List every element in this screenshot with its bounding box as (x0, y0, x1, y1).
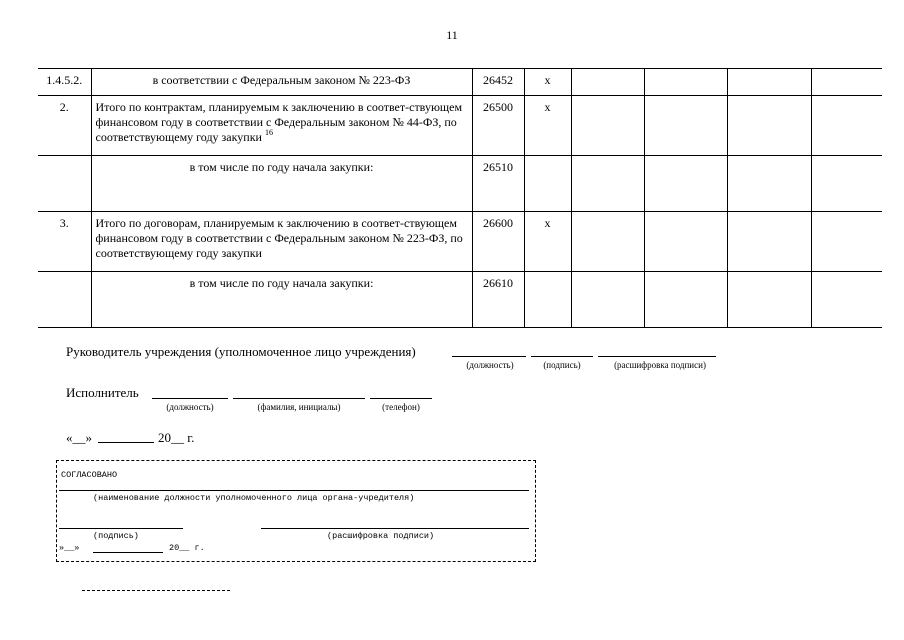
row-code: 26600 (472, 212, 524, 272)
row-mark (524, 272, 571, 328)
row-description (91, 96, 472, 156)
value-cell[interactable] (644, 69, 727, 96)
date-year: 20__ г. (158, 430, 195, 445)
value-cell[interactable] (727, 69, 811, 96)
head-label: Руководитель учреждения (уполномоченное лицо учреждения) (66, 344, 416, 359)
row-number (38, 156, 91, 212)
approval-box (56, 460, 536, 562)
head-caption-position: (должность) (466, 360, 514, 370)
value-cell[interactable] (727, 96, 811, 156)
executor-caption-name: (фамилия, инициалы) (257, 402, 341, 412)
value-cell[interactable] (644, 212, 727, 272)
row-number: 2. (38, 96, 91, 156)
table-row (38, 156, 882, 212)
value-cell[interactable] (571, 96, 644, 156)
row-description-text: в том числе по году начала закупки: (189, 276, 374, 290)
value-cell[interactable] (811, 96, 882, 156)
table-row (38, 69, 882, 96)
row-description-text: Итого по договорам, планируемым к заключению в соответ-ствующем финансовом году в соответствии с Федеральным законом № 223-ФЗ, по соответствующему году закупки (95, 216, 463, 260)
row-description (91, 156, 472, 212)
row-mark: х (524, 69, 571, 96)
executor-caption-phone: (телефон) (382, 402, 420, 412)
approval-signature-field[interactable] (59, 528, 183, 529)
row-mark (524, 156, 571, 212)
row-description-text: Итого по контрактам, планируемым к заключению в соответ-ствующем финансовом году в соответствии с Федеральным законом № 44-ФЗ, по соответствующему году закупки (95, 100, 463, 144)
approval-title: СОГЛАСОВАНО (61, 470, 118, 480)
value-cell[interactable] (644, 272, 727, 328)
approval-org-caption: (наименование должности уполномоченного лица органа-учредителя) (93, 493, 415, 503)
head-decode-field[interactable] (598, 356, 716, 357)
executor-position-field[interactable] (152, 398, 228, 399)
head-caption-decode: (расшифровка подписи) (614, 360, 706, 370)
head-signature-field[interactable] (531, 356, 593, 357)
value-cell[interactable] (727, 212, 811, 272)
row-mark: х (524, 212, 571, 272)
value-cell[interactable] (727, 272, 811, 328)
table-row (38, 212, 882, 272)
head-position-field[interactable] (452, 356, 526, 357)
limits-table (38, 68, 882, 328)
executor-line (66, 385, 139, 401)
value-cell[interactable] (644, 96, 727, 156)
date-month-field[interactable] (98, 442, 154, 443)
footnote-ref[interactable]: 16 (264, 128, 273, 137)
value-cell[interactable] (571, 156, 644, 212)
head-caption-signature: (подпись) (543, 360, 581, 370)
row-mark: х (524, 96, 571, 156)
value-cell[interactable] (727, 156, 811, 212)
page-number: 11 (446, 28, 458, 42)
approval-decode-field[interactable] (261, 528, 529, 529)
value-cell[interactable] (811, 212, 882, 272)
approval-org-field[interactable] (59, 490, 529, 491)
value-cell[interactable] (571, 212, 644, 272)
row-code: 26452 (472, 69, 524, 96)
table-row (38, 272, 882, 328)
approval-date-month-field[interactable] (93, 552, 163, 553)
row-description-text: в том числе по году начала закупки: (189, 160, 374, 174)
value-cell[interactable] (811, 69, 882, 96)
footnote-separator (82, 590, 230, 591)
row-description (91, 69, 472, 96)
row-code: 26610 (472, 272, 524, 328)
executor-caption-position: (должность) (166, 402, 214, 412)
row-number (38, 272, 91, 328)
row-description (91, 212, 472, 272)
executor-label: Исполнитель (66, 385, 139, 400)
row-description-text: в соответствии с Федеральным законом № 223-ФЗ (152, 73, 411, 87)
value-cell[interactable] (571, 69, 644, 96)
row-number: 1.4.5.2. (38, 69, 91, 96)
executor-phone-field[interactable] (370, 398, 432, 399)
table-row (38, 96, 882, 156)
approval-sign-caption: (подпись) (93, 531, 139, 541)
row-description (91, 272, 472, 328)
head-signature-line (66, 344, 416, 360)
value-cell[interactable] (571, 272, 644, 328)
value-cell[interactable] (811, 156, 882, 212)
value-cell[interactable] (644, 156, 727, 212)
date-line (66, 430, 92, 446)
approval-decode-caption: (расшифровка подписи) (327, 531, 435, 541)
executor-name-field[interactable] (233, 398, 365, 399)
value-cell[interactable] (811, 272, 882, 328)
row-number: 3. (38, 212, 91, 272)
approval-date-day: »__» (59, 543, 80, 553)
date-day: «__» (66, 430, 92, 445)
row-code: 26500 (472, 96, 524, 156)
approval-date-year: 20__ г. (169, 543, 205, 553)
row-code: 26510 (472, 156, 524, 212)
